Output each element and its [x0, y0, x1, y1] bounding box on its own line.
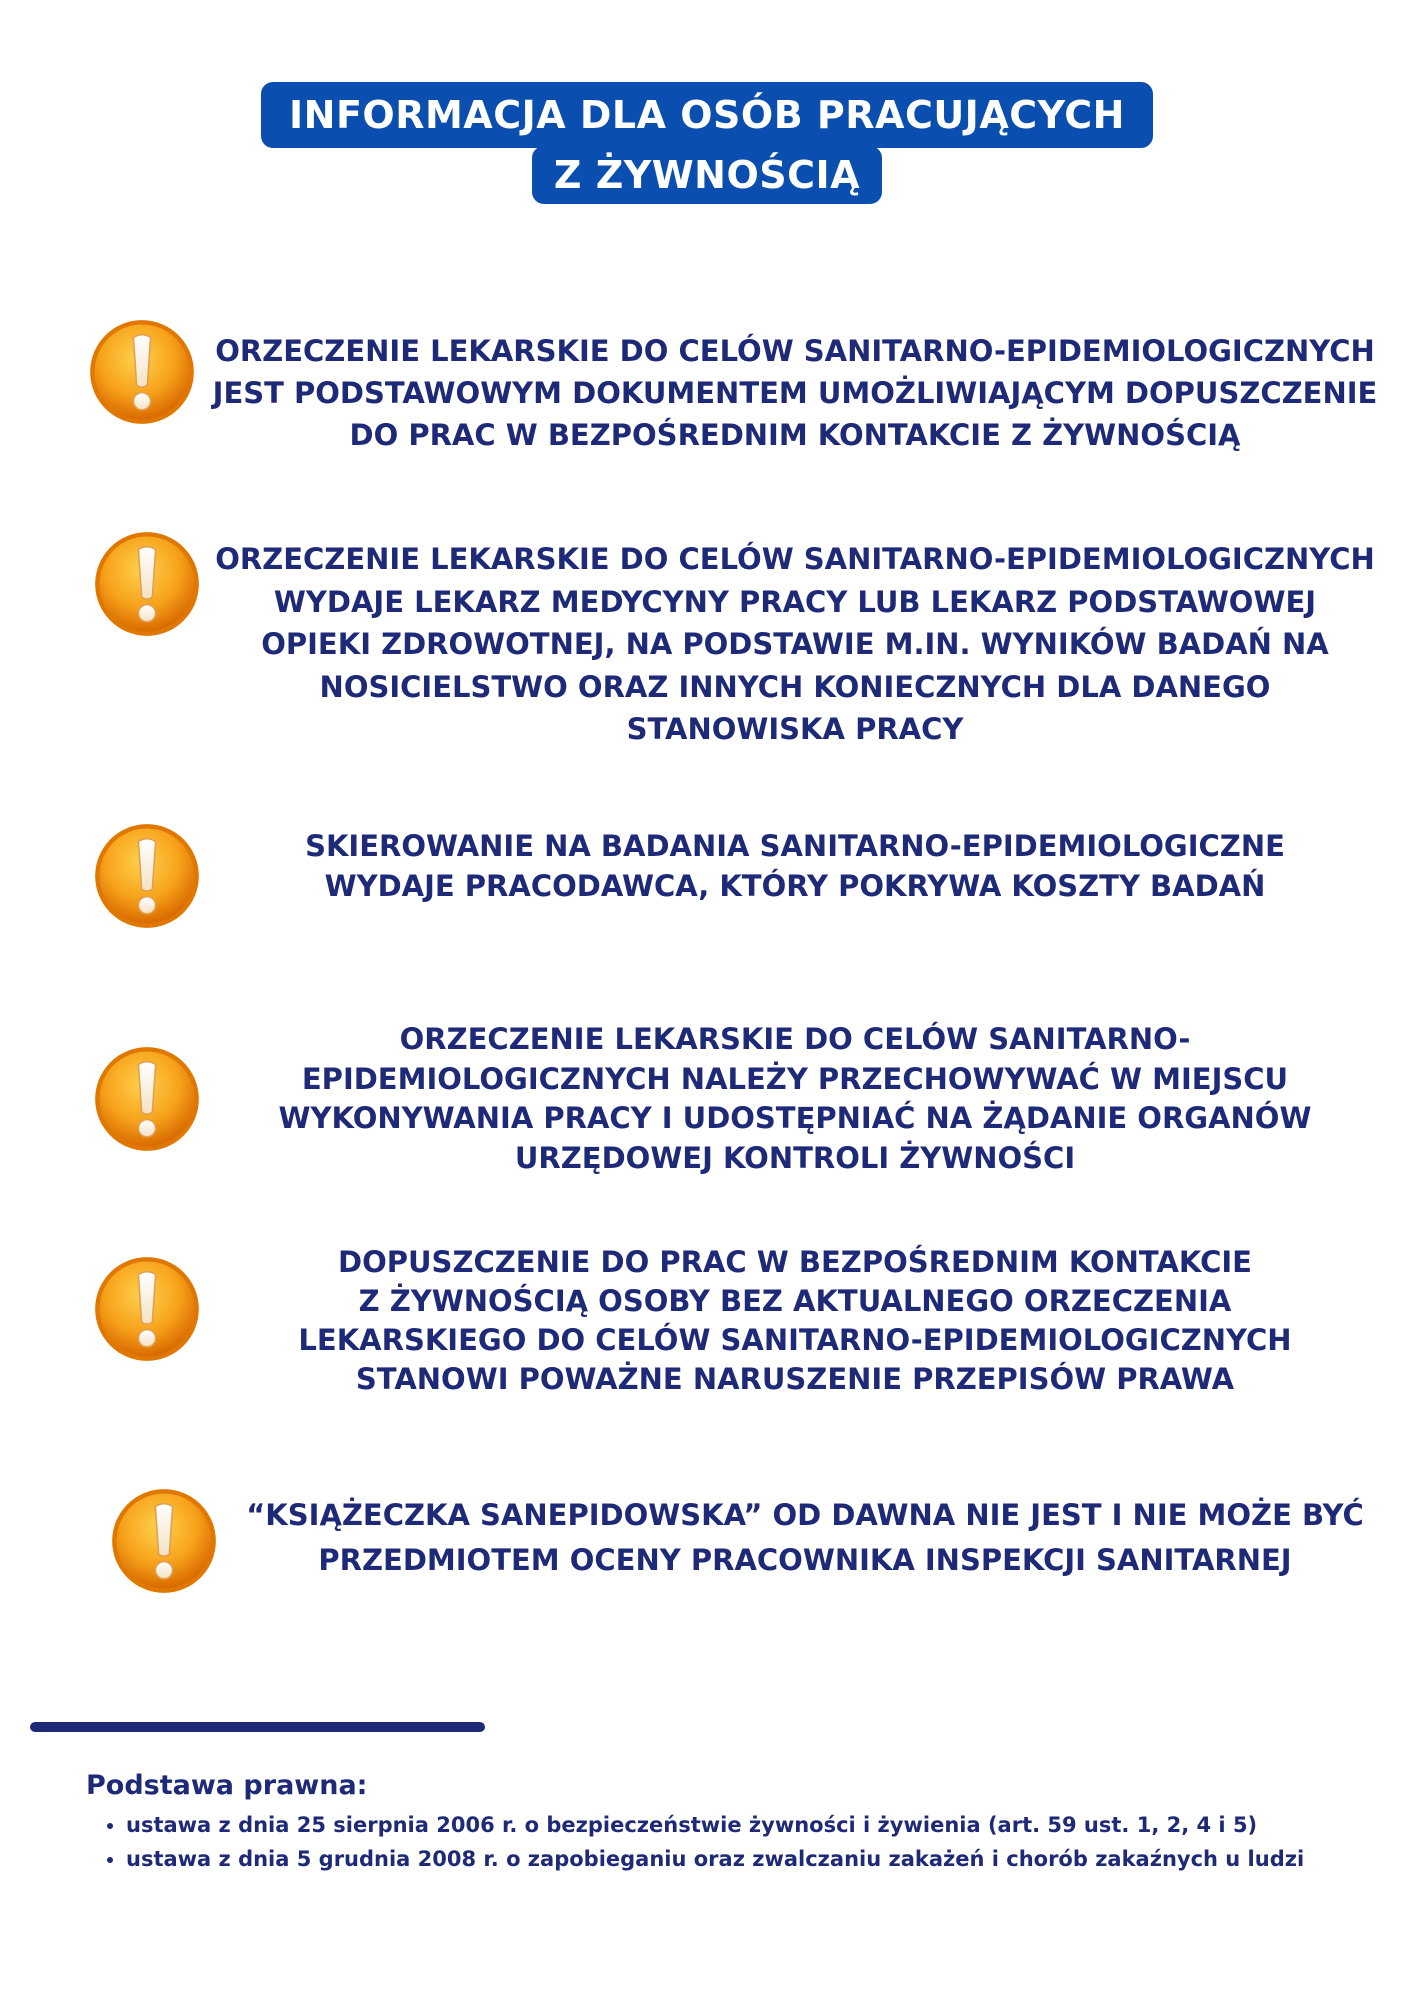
- info-text-line: OPIEKI ZDROWOTNEJ, NA PODSTAWIE M.IN. WYNIKÓW BADAŃ NA: [261, 627, 1329, 661]
- info-text-line: JEST PODSTAWOWYM DOKUMENTEM UMOŻLIWIAJĄCYM DOPUSZCZENIE: [212, 376, 1378, 410]
- exclamation-warning-icon: [93, 822, 201, 934]
- info-text-line: WYDAJE PRACODAWCA, KTÓRY POKRYWA KOSZTY BADAŃ: [324, 869, 1266, 903]
- info-text-line: Z ŻYWNOŚCIĄ OSOBY BEZ AKTUALNEGO ORZECZENIA: [358, 1284, 1232, 1318]
- info-text-line: WYKONYWANIA PRACY I UDOSTĘPNIAĆ NA ŻĄDANIE ORGANÓW: [278, 1101, 1312, 1135]
- title-line-2: Z ŻYWNOŚCIĄ: [532, 146, 882, 204]
- info-text-line: STANOWISKA PRACY: [626, 712, 964, 746]
- exclamation-warning-icon: [93, 1255, 201, 1367]
- legal-basis-item: • ustawa z dnia 25 sierpnia 2006 r. o bezpieczeństwie żywności i żywienia (art. 59 ust. 1, 2, 4 i 5): [126, 1808, 1414, 1842]
- exclamation-warning-icon: [93, 530, 201, 642]
- exclamation-warning-icon: [88, 318, 196, 430]
- info-text: [205, 826, 1385, 906]
- legal-basis-title: Podstawa prawna:: [86, 1770, 368, 1801]
- info-text-line: WYDAJE LEKARZ MEDYCYNY PRACY LUB LEKARZ PODSTAWOWEJ: [273, 584, 1317, 619]
- divider: [30, 1722, 485, 1732]
- info-text-line: EPIDEMIOLOGICZNYCH NALEŻY PRZECHOWYWAĆ W MIEJSCU: [301, 1061, 1289, 1096]
- info-text-line: ORZECZENIE LEKARSKIE DO CELÓW SANITARNO-EPIDEMIOLOGICZNYCH: [215, 334, 1375, 368]
- info-text-line: PRZEDMIOTEM OCENY PRACOWNIKA INSPEKCJI SANITARNEJ: [318, 1543, 1292, 1577]
- info-text: [205, 330, 1385, 456]
- info-text: [205, 1243, 1385, 1399]
- info-text-line: STANOWI POWAŻNE NARUSZENIE PRZEPISÓW PRAWA: [355, 1362, 1235, 1396]
- info-text: [205, 538, 1385, 751]
- legal-basis-list: [100, 1808, 1414, 1876]
- info-text-line: “KSIĄŻECZKA SANEPIDOWSKA” OD DAWNA NIE JEST I NIE MOŻE BYĆ: [246, 1498, 1364, 1532]
- info-text-line: DOPUSZCZENIE DO PRAC W BEZPOŚREDNIM KONTAKCIE: [338, 1245, 1252, 1279]
- info-text-line: SKIEROWANIE NA BADANIA SANITARNO-EPIDEMIOLOGICZNE: [305, 829, 1285, 863]
- title-line-1: INFORMACJA DLA OSÓB PRACUJĄCYCH: [261, 82, 1153, 148]
- exclamation-warning-icon: [110, 1487, 218, 1599]
- info-text-line: URZĘDOWEJ KONTROLI ŻYWNOŚCI: [514, 1140, 1076, 1175]
- info-text-line: NOSICIELSTWO ORAZ INNYCH KONIECZNYCH DLA DANEGO: [319, 669, 1271, 704]
- legal-basis-item: • ustawa z dnia 5 grudnia 2008 r. o zapobieganiu oraz zwalczaniu zakażeń i chorób zakaźnych u ludzi: [126, 1842, 1414, 1876]
- page-title: [0, 82, 1414, 204]
- info-text: [205, 1020, 1385, 1178]
- info-text-line: DO PRAC W BEZPOŚREDNIM KONTAKCIE Z ŻYWNOŚCIĄ: [349, 418, 1241, 452]
- info-text: [215, 1493, 1395, 1583]
- info-text-line: ORZECZENIE LEKARSKIE DO CELÓW SANITARNO-: [399, 1022, 1191, 1056]
- info-text-line: LEKARSKIEGO DO CELÓW SANITARNO-EPIDEMIOLOGICZNYCH: [298, 1323, 1292, 1357]
- info-text-line: ORZECZENIE LEKARSKIE DO CELÓW SANITARNO-EPIDEMIOLOGICZNYCH: [215, 542, 1375, 576]
- exclamation-warning-icon: [93, 1045, 201, 1157]
